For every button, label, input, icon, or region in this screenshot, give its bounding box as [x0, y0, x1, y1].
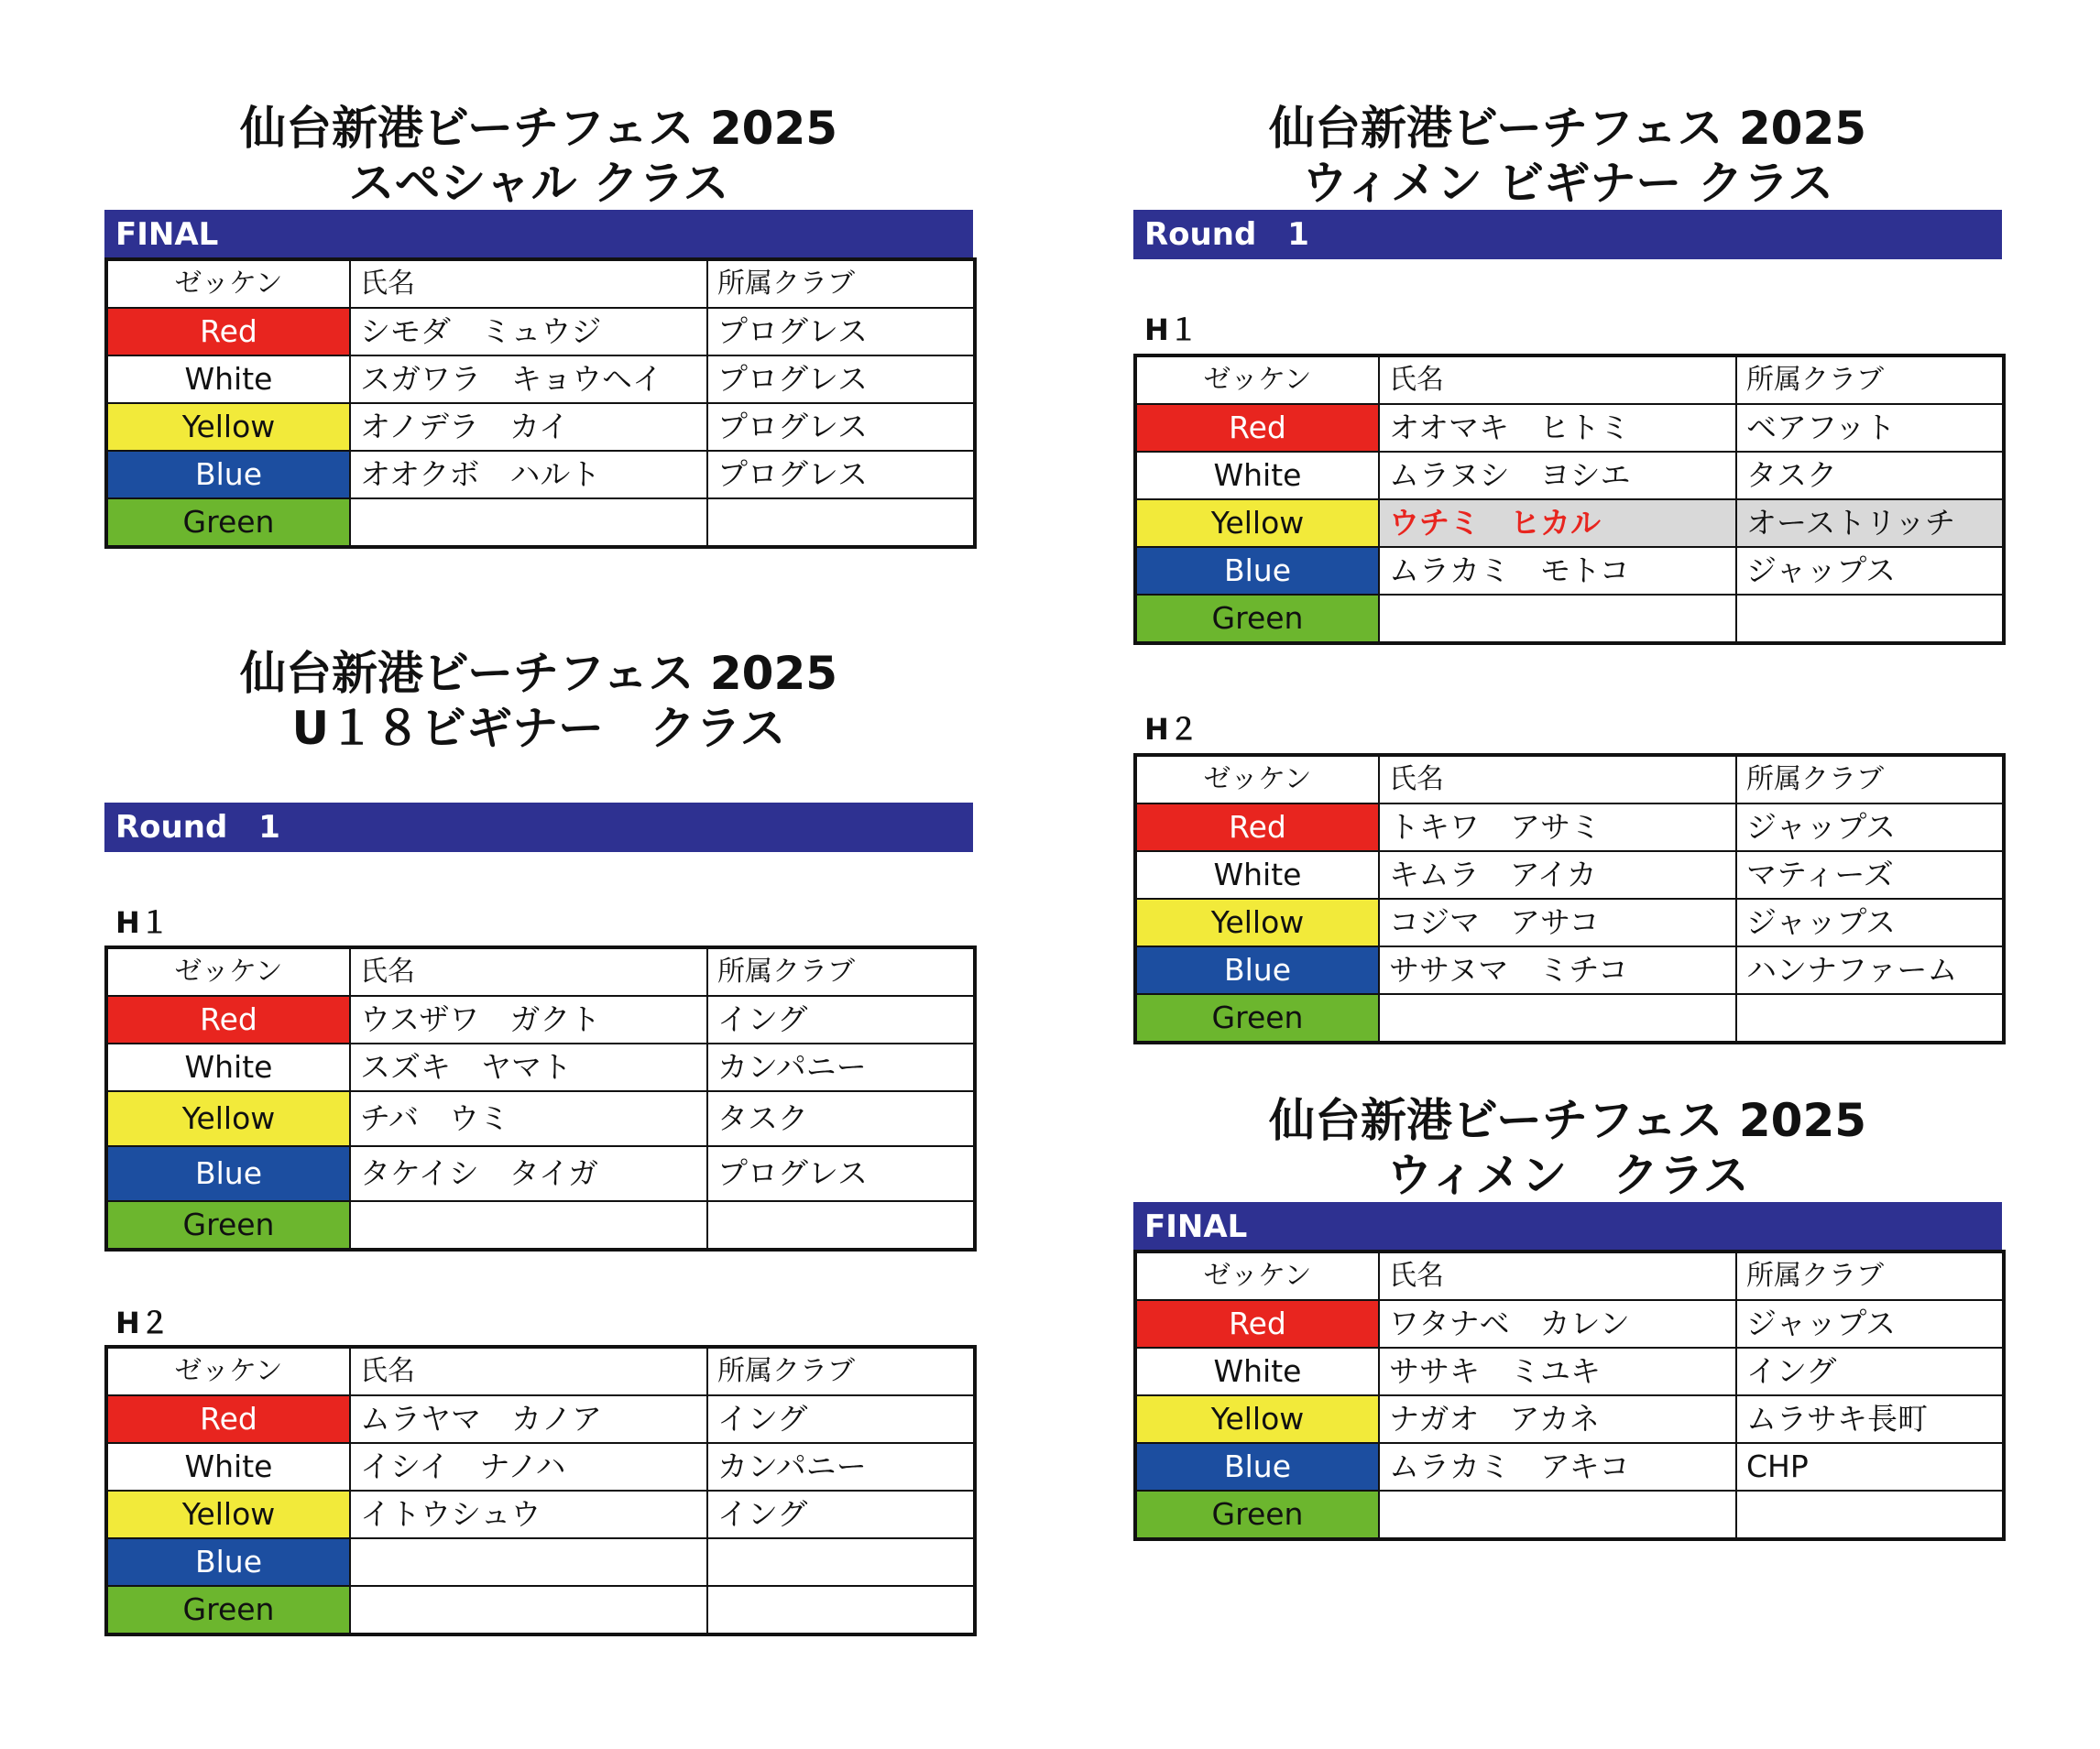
- table-header-row: [106, 259, 975, 308]
- competitor-club: イング: [707, 1395, 975, 1443]
- competitor-name: ワタナベ カレン: [1379, 1300, 1736, 1348]
- table-row: [1135, 1443, 2004, 1491]
- bib-header: ゼッケン: [106, 1347, 350, 1395]
- club-header: 所属クラブ: [707, 259, 975, 308]
- competitor-name: ムラヌシ ヨシエ: [1379, 452, 1736, 499]
- table-header-row: [1135, 355, 2004, 404]
- club-header: 所属クラブ: [707, 1347, 975, 1395]
- competitor-club: [1736, 994, 2004, 1043]
- competitor-club: プログレス: [707, 308, 975, 355]
- competitor-club: カンパニー: [707, 1443, 975, 1491]
- competitor-name: シモダ ミュウジ: [350, 308, 707, 355]
- club-header: 所属クラブ: [1736, 1252, 2004, 1300]
- table-row: [106, 451, 975, 498]
- women-beginner-round-bar: Round 1: [1133, 210, 2002, 259]
- competitor-club: [1736, 1491, 2004, 1539]
- table-row: [1135, 803, 2004, 851]
- bib-yellow: Yellow: [1135, 1395, 1379, 1443]
- women-beginner-title: [1133, 101, 2002, 211]
- table-row: [106, 1586, 975, 1634]
- competitor-name: ムラヤマ カノア: [350, 1395, 707, 1443]
- table-row: [106, 1491, 975, 1538]
- table-row: [1135, 1300, 2004, 1348]
- table-row: [106, 403, 975, 451]
- table-row: [1135, 547, 2004, 595]
- competitor-club: ジャップス: [1736, 1300, 2004, 1348]
- competitor-name: [1379, 1491, 1736, 1539]
- name-header: 氏名: [1379, 355, 1736, 404]
- competitor-name: オオクボ ハルト: [350, 451, 707, 498]
- table-row: [1135, 595, 2004, 643]
- table-row: [1135, 994, 2004, 1043]
- table-row: [106, 1443, 975, 1491]
- u18-title-line1: 仙台新港ビーチフェス 2025: [239, 647, 838, 700]
- competitor-club: [707, 1538, 975, 1586]
- u18-heat2-table: [104, 1345, 977, 1636]
- bib-red: Red: [106, 1395, 350, 1443]
- women-beginner-heat2-label: H２: [1144, 712, 1198, 747]
- bib-blue: Blue: [1135, 547, 1379, 595]
- bib-yellow: Yellow: [106, 1491, 350, 1538]
- competitor-club: [707, 1586, 975, 1634]
- club-header: 所属クラブ: [707, 947, 975, 996]
- name-header: 氏名: [350, 947, 707, 996]
- table-row: [106, 355, 975, 403]
- competitor-club: プログレス: [707, 403, 975, 451]
- competitor-name: [1379, 994, 1736, 1043]
- bib-red: Red: [1135, 404, 1379, 452]
- competitor-club: ムラサキ長町: [1736, 1395, 2004, 1443]
- women-beginner-title-line2: ウィメン ビギナー クラス: [1301, 157, 1834, 210]
- bib-white: White: [1135, 1348, 1379, 1395]
- women-final-table: [1133, 1250, 2006, 1541]
- table-row: [1135, 851, 2004, 899]
- competitor-name: ムラカミ アキコ: [1379, 1443, 1736, 1491]
- bib-yellow: Yellow: [1135, 499, 1379, 547]
- bib-green: Green: [106, 498, 350, 547]
- u18-title: [104, 646, 973, 756]
- competitor-club: タスク: [1736, 452, 2004, 499]
- competitor-name: [350, 1586, 707, 1634]
- bib-red: Red: [106, 308, 350, 355]
- bib-header: ゼッケン: [1135, 755, 1379, 803]
- competitor-name: オノデラ カイ: [350, 403, 707, 451]
- bib-yellow: Yellow: [1135, 899, 1379, 946]
- table-row: [1135, 946, 2004, 994]
- women-beginner-heat1-label: H１: [1144, 312, 1198, 347]
- competitor-club: プログレス: [707, 1146, 975, 1201]
- women-beginner-heat1-table: [1133, 354, 2006, 645]
- u18-heat1-label: H１: [115, 905, 170, 940]
- table-row: [106, 1044, 975, 1091]
- bib-green: Green: [1135, 994, 1379, 1043]
- competitor-club: ハンナファーム: [1736, 946, 2004, 994]
- competitor-club: [1736, 595, 2004, 643]
- bib-green: Green: [1135, 1491, 1379, 1539]
- competitor-club: ジャップス: [1736, 899, 2004, 946]
- competitor-club: プログレス: [707, 451, 975, 498]
- u18-title-line2: U１８ビギナー クラス: [291, 702, 786, 755]
- bib-blue: Blue: [106, 451, 350, 498]
- name-header: 氏名: [350, 259, 707, 308]
- competitor-name: [350, 1538, 707, 1586]
- u18-heat2-label: H２: [115, 1306, 170, 1340]
- special-title: [104, 101, 973, 211]
- women-title-line2: ウィメン クラス: [1386, 1149, 1749, 1202]
- table-row: [106, 1395, 975, 1443]
- table-row: [106, 308, 975, 355]
- competitor-name: ムラカミ モトコ: [1379, 547, 1736, 595]
- bib-blue: Blue: [106, 1146, 350, 1201]
- competitor-name: [350, 1201, 707, 1250]
- special-final-table: [104, 257, 977, 549]
- competitor-name: タケイシ タイガ: [350, 1146, 707, 1201]
- bib-green: Green: [1135, 595, 1379, 643]
- competitor-name: スガワラ キョウヘイ: [350, 355, 707, 403]
- bib-white: White: [106, 1443, 350, 1491]
- bib-header: ゼッケン: [1135, 355, 1379, 404]
- bib-yellow: Yellow: [106, 403, 350, 451]
- competitor-name: トキワ アサミ: [1379, 803, 1736, 851]
- competitor-club: ベアフット: [1736, 404, 2004, 452]
- competitor-name-highlighted: ウチミ ヒカル: [1379, 499, 1736, 547]
- women-title: [1133, 1093, 2002, 1203]
- table-row-highlighted: [1135, 499, 2004, 547]
- competitor-club-highlighted: オーストリッチ: [1736, 499, 2004, 547]
- competitor-club: ジャップス: [1736, 803, 2004, 851]
- table-row: [106, 996, 975, 1044]
- bib-white: White: [106, 355, 350, 403]
- special-title-line2: スペシャル クラス: [348, 157, 729, 210]
- competitor-name: [1379, 595, 1736, 643]
- name-header: 氏名: [1379, 1252, 1736, 1300]
- table-row: [1135, 404, 2004, 452]
- table-row: [106, 1538, 975, 1586]
- bib-blue: Blue: [1135, 946, 1379, 994]
- competitor-club: イング: [707, 996, 975, 1044]
- bib-header: ゼッケン: [106, 947, 350, 996]
- competitor-name: キムラ アイカ: [1379, 851, 1736, 899]
- name-header: 氏名: [1379, 755, 1736, 803]
- u18-heat1-table: [104, 946, 977, 1252]
- bib-red: Red: [1135, 1300, 1379, 1348]
- competitor-name: イシイ ナノハ: [350, 1443, 707, 1491]
- competitor-club: マティーズ: [1736, 851, 2004, 899]
- club-header: 所属クラブ: [1736, 755, 2004, 803]
- bib-white: White: [106, 1044, 350, 1091]
- competitor-name: ウスザワ ガクト: [350, 996, 707, 1044]
- bib-white: White: [1135, 452, 1379, 499]
- competitor-name: ササキ ミユキ: [1379, 1348, 1736, 1395]
- competitor-club: [707, 1201, 975, 1250]
- competitor-club: イング: [1736, 1348, 2004, 1395]
- competitor-club: ジャップス: [1736, 547, 2004, 595]
- special-round-bar: FINAL: [104, 210, 973, 259]
- competitor-club: [707, 498, 975, 547]
- competitor-club: イング: [707, 1491, 975, 1538]
- competitor-name: [350, 498, 707, 547]
- table-row: [1135, 452, 2004, 499]
- competitor-club: タスク: [707, 1091, 975, 1146]
- table-row: [1135, 899, 2004, 946]
- bib-blue: Blue: [1135, 1443, 1379, 1491]
- name-header: 氏名: [350, 1347, 707, 1395]
- women-title-line1: 仙台新港ビーチフェス 2025: [1268, 1094, 1867, 1147]
- bib-white: White: [1135, 851, 1379, 899]
- table-header-row: [1135, 1252, 2004, 1300]
- competitor-club: カンパニー: [707, 1044, 975, 1091]
- bib-header: ゼッケン: [1135, 1252, 1379, 1300]
- table-header-row: [106, 947, 975, 996]
- competitor-club: CHP: [1736, 1443, 2004, 1491]
- table-row: [106, 498, 975, 547]
- bib-header: ゼッケン: [106, 259, 350, 308]
- competitor-name: オオマキ ヒトミ: [1379, 404, 1736, 452]
- table-row: [106, 1201, 975, 1250]
- table-row: [1135, 1395, 2004, 1443]
- competitor-name: ナガオ アカネ: [1379, 1395, 1736, 1443]
- bib-green: Green: [106, 1201, 350, 1250]
- women-beginner-heat2-table: [1133, 753, 2006, 1044]
- competitor-name: ササヌマ ミチコ: [1379, 946, 1736, 994]
- special-title-line1: 仙台新港ビーチフェス 2025: [239, 102, 838, 155]
- table-row: [1135, 1491, 2004, 1539]
- competitor-name: チバ ウミ: [350, 1091, 707, 1146]
- bib-red: Red: [1135, 803, 1379, 851]
- table-row: [106, 1091, 975, 1146]
- u18-round-bar: Round 1: [104, 803, 973, 852]
- bib-blue: Blue: [106, 1538, 350, 1586]
- women-round-bar: FINAL: [1133, 1202, 2002, 1252]
- competitor-club: プログレス: [707, 355, 975, 403]
- competitor-name: コジマ アサコ: [1379, 899, 1736, 946]
- bib-yellow: Yellow: [106, 1091, 350, 1146]
- table-header-row: [1135, 755, 2004, 803]
- competitor-name: スズキ ヤマト: [350, 1044, 707, 1091]
- bib-red: Red: [106, 996, 350, 1044]
- table-row: [106, 1146, 975, 1201]
- competitor-name: イトウシュウ: [350, 1491, 707, 1538]
- women-beginner-title-line1: 仙台新港ビーチフェス 2025: [1268, 102, 1867, 155]
- club-header: 所属クラブ: [1736, 355, 2004, 404]
- table-header-row: [106, 1347, 975, 1395]
- table-row: [1135, 1348, 2004, 1395]
- bib-green: Green: [106, 1586, 350, 1634]
